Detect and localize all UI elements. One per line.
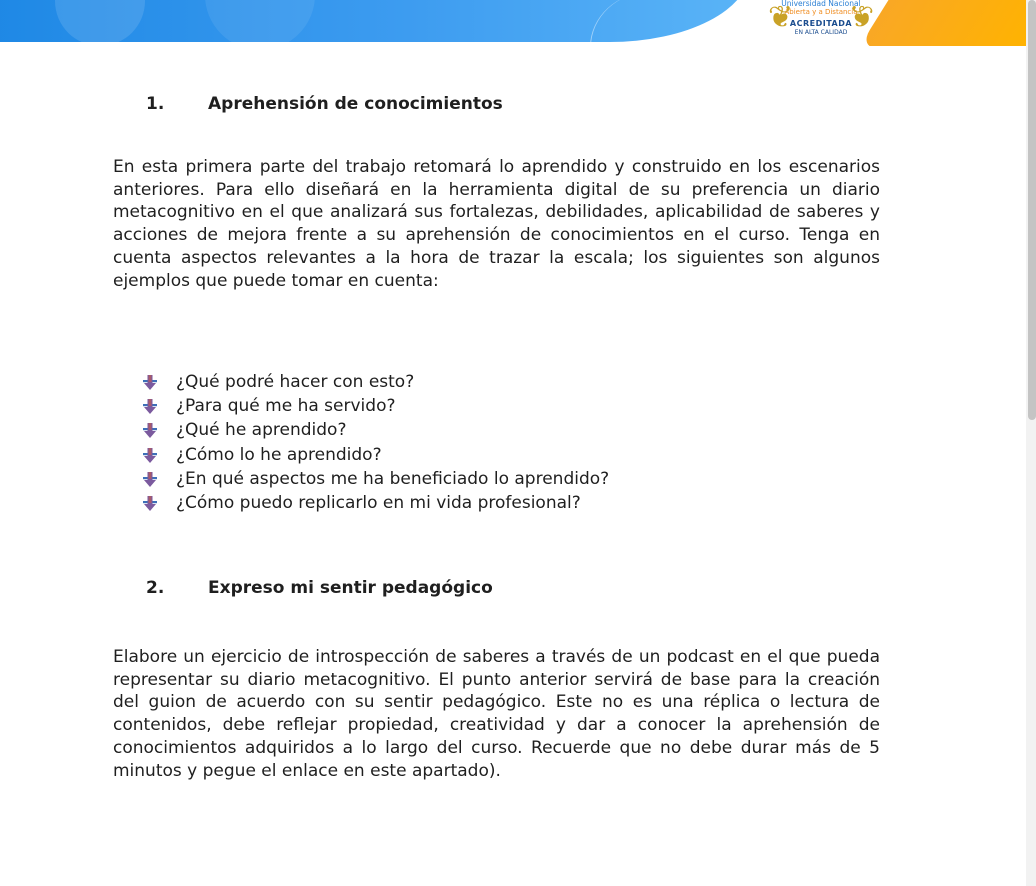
arrow-down-bullet-icon [143, 470, 176, 488]
scrollbar-thumb[interactable] [1028, 0, 1036, 420]
list-item [143, 370, 609, 394]
list-item [143, 443, 609, 467]
question-list [143, 370, 609, 515]
section-number: 2. [146, 578, 165, 598]
section-title: Expreso mi sentir pedagógico [208, 578, 493, 598]
list-item [143, 418, 609, 442]
laurel-icon: ❦ [848, 0, 874, 35]
list-item [143, 467, 609, 491]
question-text: ¿Qué podré hacer con esto? [176, 372, 415, 392]
section-heading [146, 578, 493, 598]
laurel-icon: ❦ [768, 0, 794, 35]
arrow-down-bullet-icon [143, 397, 176, 415]
list-item [143, 394, 609, 418]
question-text: ¿Cómo puedo replicarlo en mi vida profesional? [176, 492, 581, 513]
section-paragraph: Elabore un ejercicio de introspección de saberes a través de un podcast en el que pueda representar su diario metacognitivo. El punto anterior servirá de base para la creación del guion de acuerdo con su sentir pedagógico. Este no es una réplica o lectura de contenidos, debe reflejar propiedad, creatividad y dar a conocer la aprehensión de conocimientos adquiridos a lo largo del curso. Recuerde que no debe durar más de 5 minutos y pegue el enlace en este apartado). [113, 647, 880, 781]
question-text: ¿Qué he aprendido? [176, 420, 347, 441]
question-text: ¿Cómo lo he aprendido? [176, 444, 382, 465]
arrow-down-bullet-icon [143, 494, 176, 512]
seal-university-name: Universidad Nacional [781, 0, 861, 8]
question-text: ¿En qué aspectos me ha beneficiado lo aprendido? [176, 468, 610, 489]
seal-quality: EN ALTA CALIDAD [794, 29, 848, 36]
seal-accredited: ACREDITADA [789, 19, 853, 28]
arrow-down-bullet-icon [143, 421, 176, 439]
section-heading [146, 94, 503, 114]
section-paragraph: En esta primera parte del trabajo retomará lo aprendido y construido en los escenarios anteriores. Para ello diseñará en la herramienta digital de su preferencia un diario metacognitivo en el que analizará sus fortalezas, debilidades, aplicabilidad de saberes y acciones de mejora frente a su aprehensión de conocimientos en el curso. Tenga en cuenta aspectos relevantes a la hora de trazar la escala; los siguientes son algunos ejemplos que puede tomar en cuenta: [113, 157, 880, 291]
accreditation-seal [766, 0, 876, 42]
arrow-down-bullet-icon [143, 373, 176, 391]
arrow-down-bullet-icon [143, 446, 176, 464]
seal-subtitle: Abierta y a Distancia [784, 8, 858, 16]
section-title: Aprehensión de conocimientos [208, 94, 503, 114]
question-text: ¿Para qué me ha servido? [176, 396, 396, 417]
section-number: 1. [146, 94, 165, 114]
header-orange-band [859, 0, 1026, 46]
list-item [143, 491, 609, 515]
header-decor-arc [590, 0, 711, 46]
header-banner [0, 0, 1026, 46]
